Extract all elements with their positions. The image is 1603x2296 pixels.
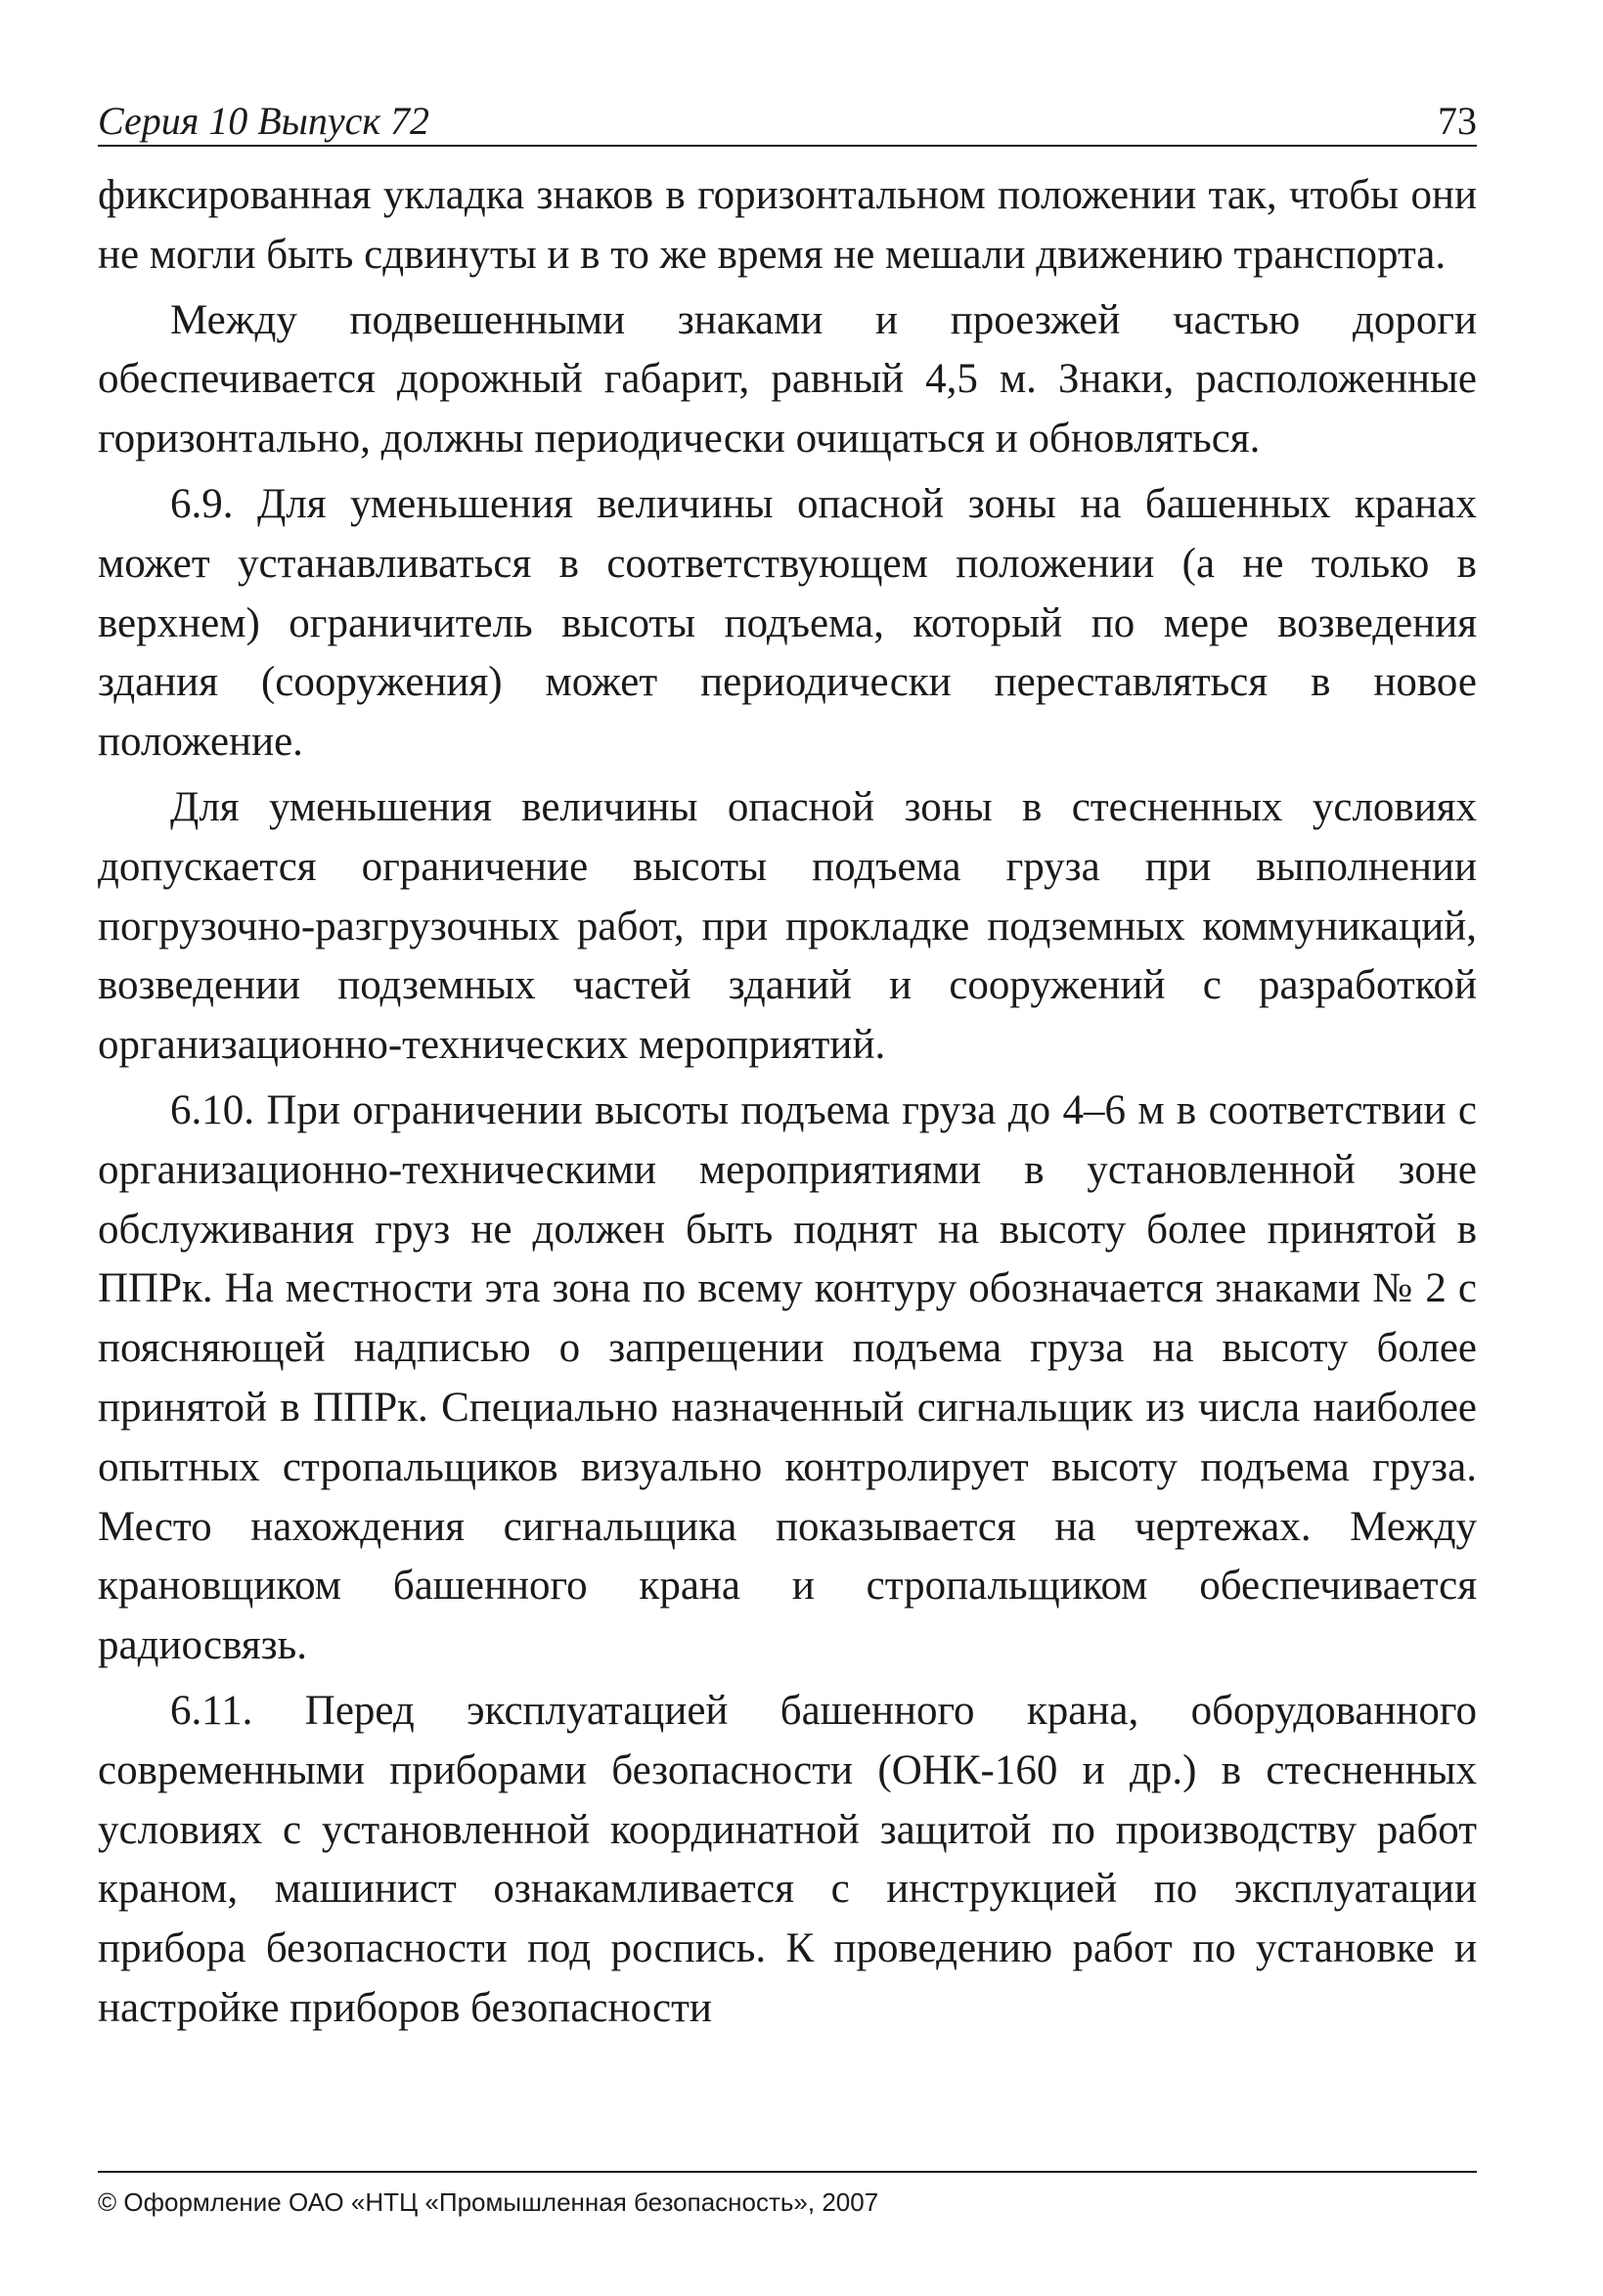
paragraph-continued: фиксированная укладка знаков в горизонтальном положении так, чтобы они не могли быть сдвинуты и в то же время не мешали движению транспорта. (98, 172, 1477, 278)
paragraph-6-9: 6.9. Для уменьшения величины опасной зоны на башенных кранах может устанавливаться в соответствующем положении (а не только в верхнем) ограничитель высоты подъема, который по мере возведения здания (сооружения) может периодически переставляться в новое положение. (98, 480, 1477, 766)
body-text (98, 166, 1477, 2045)
footer-divider (98, 2171, 1477, 2173)
page-number: 73 (1438, 99, 1477, 143)
paragraph-6-11: 6.11. Перед эксплуатацией башенного крана, оборудованного современными приборами безопасности (ОНК-160 и др.) в стесненных условиях с установленной координатной защитой по производству работ краном, машинист ознакамливается с инструкцией по эксплуатации прибора безопасности под роспись. К проведению работ по установке и настройке приборов безопасности (98, 1687, 1477, 2031)
paragraph: Между подвешенными знаками и проезжей частью дороги обеспечивается дорожный габарит, равный 4,5 м. Знаки, расположенные горизонтально, должны периодически очищаться и обновляться. (98, 296, 1477, 463)
series-title: Серия 10 Выпуск 72 (98, 99, 430, 143)
running-header (98, 94, 1477, 149)
paragraph: Для уменьшения величины опасной зоны в стесненных условиях допускается ограничение высоты подъема груза при выполнении погрузочно-разгрузочных работ, при прокладке подземных коммуникаций, возведении подземных частей зданий и сооружений с разработкой организационно-технических мероприятий. (98, 783, 1477, 1069)
header-divider (98, 145, 1477, 147)
copyright-footer: © Оформление ОАО «НТЦ «Промышленная безопасность», 2007 (98, 2187, 879, 2217)
paragraph-6-10: 6.10. При ограничении высоты подъема груза до 4–6 м в соответствии с организационно-техническими мероприятиями в установленной зоне обслуживания груз не должен быть поднят на высоту более принятой в ППРк. На местности эта зона по всему контуру обозначается знаками № 2 с поясняющей надписью о запрещении подъема груза на высоту более принятой в ППРк. Специально назначенный сигнальщик из числа наиболее опытных стропальщиков визуально контролирует высоту подъема груза. Место нахождения сигнальщика показывается на чертежах. Между крановщиком башенного крана и стропальщиком обеспечивается радиосвязь. (98, 1086, 1477, 1669)
